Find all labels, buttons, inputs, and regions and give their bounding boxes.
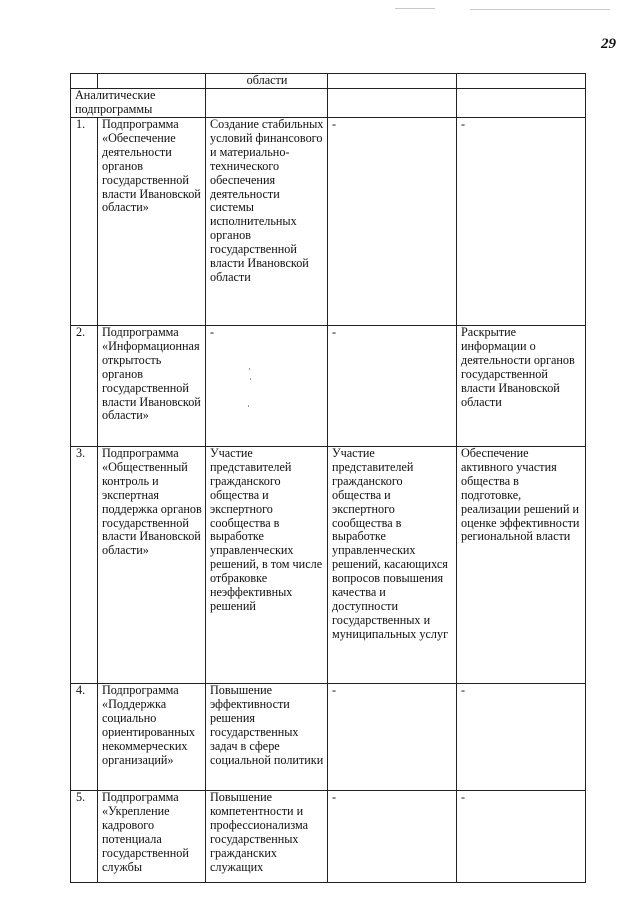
row-task: - — [328, 791, 457, 883]
row-goal: Участие представителей гражданского общества и экспертного сообщества в выработке управленческих решений, в том числе отбраковке неэффективных решений — [206, 447, 328, 684]
row-subprogram-name: Подпрограмма «Общественный контроль и экспертная поддержка органов государственной власти Ивановской области» — [98, 447, 206, 684]
section-empty-cell — [328, 89, 457, 118]
row-number: 3. — [71, 447, 98, 684]
section-row — [71, 89, 586, 118]
header-cell-task — [328, 74, 457, 89]
row-goal: Создание стабильных условий финансового и материально-технического обеспечения деятельности системы исполнительных органов государственной власти Ивановской области — [206, 118, 328, 326]
subprogram-table — [70, 73, 586, 883]
table-row — [71, 118, 586, 326]
row-task: - — [328, 118, 457, 326]
header-row — [71, 74, 586, 89]
row-subprogram-name: Подпрограмма «Поддержка социально ориентированных некоммерческих организаций» — [98, 684, 206, 791]
table-row — [71, 684, 586, 791]
row-number: 1. — [71, 118, 98, 326]
section-empty-cell — [206, 89, 328, 118]
row-result: - — [457, 791, 586, 883]
scan-speck — [250, 378, 251, 380]
header-cell-name — [98, 74, 206, 89]
row-goal: - — [206, 326, 328, 447]
table-row — [71, 326, 586, 447]
scan-speck — [248, 405, 249, 407]
header-cell-num — [71, 74, 98, 89]
section-empty-cell — [457, 89, 586, 118]
row-result: Раскрытие информации о деятельности органов государственной власти Ивановской области — [457, 326, 586, 447]
row-task: - — [328, 684, 457, 791]
row-subprogram-name: Подпрограмма «Информационная открытость органов государственной власти Ивановской области» — [98, 326, 206, 447]
scan-speck — [249, 368, 250, 370]
row-number: 5. — [71, 791, 98, 883]
row-goal: Повышение компетентности и профессионализма государственных гражданских служащих — [206, 791, 328, 883]
table-row — [71, 447, 586, 684]
row-task: - — [328, 326, 457, 447]
scan-artifact-line — [395, 8, 435, 9]
row-result: Обеспечение активного участия общества в подготовке, реализации решений и оценке эффективности региональной власти — [457, 447, 586, 684]
row-number: 2. — [71, 326, 98, 447]
row-result: - — [457, 118, 586, 326]
header-cell-result — [457, 74, 586, 89]
section-label: Аналитические подпрограммы — [71, 89, 206, 118]
row-subprogram-name: Подпрограмма «Укрепление кадрового потенциала государственной службы — [98, 791, 206, 883]
row-result: - — [457, 684, 586, 791]
row-number: 4. — [71, 684, 98, 791]
scan-artifact-line — [470, 9, 610, 10]
row-goal: Повышение эффективности решения государственных задач в сфере социальной политики — [206, 684, 328, 791]
row-subprogram-name: Подпрограмма «Обеспечение деятельности органов государственной власти Ивановской области» — [98, 118, 206, 326]
table-row — [71, 791, 586, 883]
page-number: 29 — [601, 36, 616, 52]
row-task: Участие представителей гражданского общества и экспертного сообщества в выработке управленческих решений, касающихся вопросов повышения качества и доступности государственных и муниципальных услуг — [328, 447, 457, 684]
header-cell-goal: области — [206, 74, 328, 89]
